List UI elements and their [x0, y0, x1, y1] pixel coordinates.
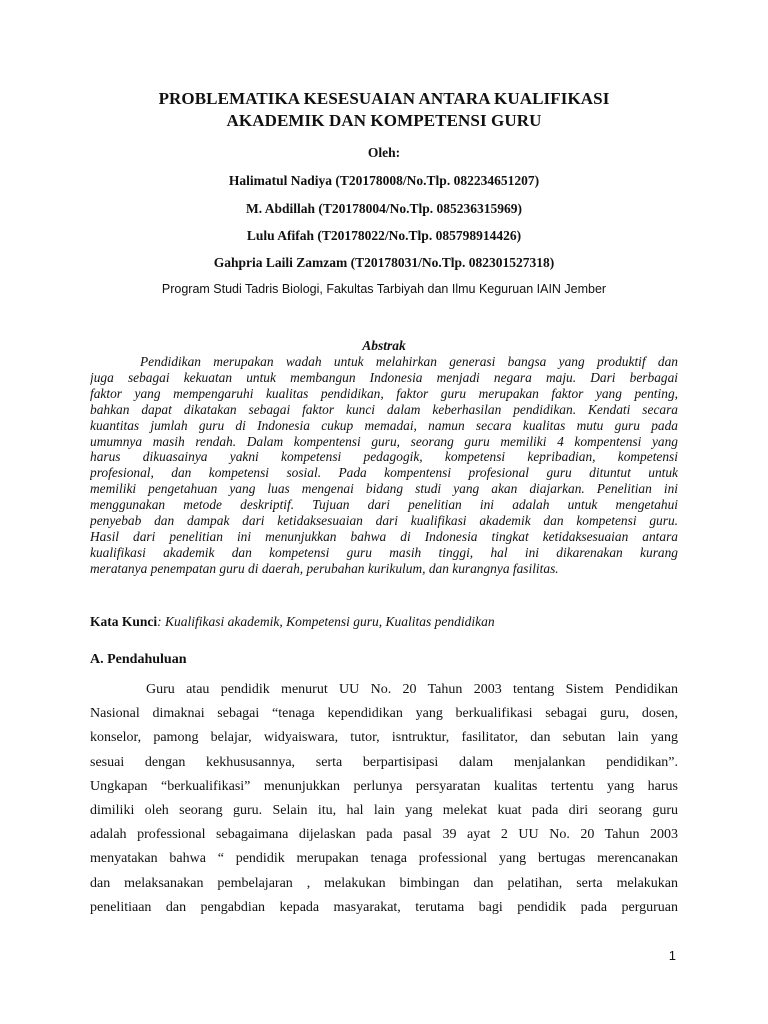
affiliation: Program Studi Tadris Biologi, Fakultas Tarbiyah dan Ilmu Keguruan IAIN Jember [161, 282, 607, 296]
intro-line: sesuai dengan kekhususannya, serta berpartisipasi dalam menjalankan pendidikan”. [90, 754, 678, 770]
abstract-line: memiliki pengetahuan yang luas mengenai bidang studi yang akan diajarkan. Penelitian ini [90, 481, 678, 497]
author-1: Halimatul Nadiya (T20178008/No.Tlp. 082234651207) [228, 173, 540, 188]
intro-line: dan melaksanakan pembelajaran , melakukan bimbingan dan pelatihan, serta melakukan [90, 875, 678, 891]
intro-body [90, 678, 678, 920]
abstract-line: faktor yang mempengaruhi kualitas pendidikan, faktor guru merupakan faktor yang penting, [90, 385, 678, 401]
author-3: Lulu Afifah (T20178022/No.Tlp. 085798914426) [246, 228, 522, 243]
keywords [90, 614, 678, 630]
intro-line: adalah professional sebagaimana dijelaskan pada pasal 39 ayat 2 UU No. 20 Tahun 2003 [90, 827, 678, 843]
keywords-label: Kata Kunci [90, 614, 158, 629]
intro-line: Guru atau pendidik menurut UU No. 20 Tahun 2003 tentang Sistem Pendidikan [146, 682, 678, 697]
author-4: Gahpria Laili Zamzam (T20178031/No.Tlp. 082301527318) [213, 255, 555, 270]
abstract-line: bahkan dapat dikatakan sebagai faktor kunci dalam keberhasilan pendidikan. Kendati secara [90, 401, 678, 417]
abstract-line: umumnya masih rendah. Dalam kompentensi guru, seorang guru memiliki 4 kompentensi yang [90, 433, 678, 449]
author-2: M. Abdillah (T20178004/No.Tlp. 085236315969) [245, 201, 523, 216]
intro-line: penelitiaan dan pengabdian kepada masyarakat, terutama bagi pendidik pada perguruan [90, 899, 678, 915]
section-heading: A. Pendahuluan [90, 652, 187, 667]
paper-title [90, 88, 678, 132]
intro-line: dimiliki oleh seorang guru. Selain itu, hal lain yang melekat kuat pada diri seorang guru [90, 803, 678, 819]
abstract-line: harus dikuasainya yakni kompetensi pedagogik, kompetensi kepribadian, kompetensi [90, 449, 678, 465]
abstract-line: profesional, dan kompetensi sosial. Pada kompentensi profesional guru dituntut untuk [90, 465, 678, 481]
by-label: Oleh: [367, 145, 401, 160]
abstract-line: Pendidikan merupakan wadah untuk melahirkan generasi bangsa yang produktif dan [140, 354, 678, 369]
title-line-2: AKADEMIK DAN KOMPETENSI GURU [226, 111, 542, 130]
page-number: 1 [668, 948, 676, 963]
abstract-line: menggunakan metode deskriptif. Tujuan dari penelitian ini adalah untuk mengetahui [90, 497, 678, 513]
abstract-line: kuantitas jumlah guru di Indonesia cukup memadai, namun secara kualitas mutu guru pada [90, 417, 678, 433]
abstract-line: meratanya penempatan guru di daerah, perubahan kurikulum, dan kurangnya fasilitas. [90, 560, 559, 576]
abstract-line: juga sebagai kekuatan untuk membangun Indonesia menjadi negara maju. Dari berbagai [90, 369, 678, 385]
keywords-value: : Kualifikasi akademik, Kompetensi guru, Kualitas pendidikan [157, 614, 495, 629]
intro-line: menyatakan bahwa “ pendidik merupakan tenaga professional yang bertugas merencanakan [90, 851, 678, 867]
title-line-1: PROBLEMATIKA KESESUAIAN ANTARA KUALIFIKASI [158, 89, 610, 108]
abstract-line: penyebab dan dampak dari ketidaksesuaian dari kualifikasi akademik dan kompetensi guru. [90, 513, 678, 529]
abstract-heading: Abstrak [362, 338, 406, 353]
intro-line: konselor, pamong belajar, widyaiswara, tutor, isntruktur, fasilitator, dan sebutan lain yang [90, 730, 678, 746]
abstract-line: Hasil dari penelitian ini menunjukkan bahwa di Indonesia tingkat ketidaksesuaian antara [90, 528, 678, 544]
abstract-body [90, 354, 678, 577]
intro-line: Nasional dimaknai sebagai “tenaga kependidikan yang berkualifikasi sebagai guru, dosen, [90, 706, 678, 722]
intro-line: Ungkapan “berkualifikasi” menunjukkan perlunya persyaratan kualitas tertentu yang harus [90, 778, 678, 794]
abstract-line: kualifikasi akademik dan kompetensi guru masih tinggi, hal ini dikarenakan kurang [90, 544, 678, 560]
